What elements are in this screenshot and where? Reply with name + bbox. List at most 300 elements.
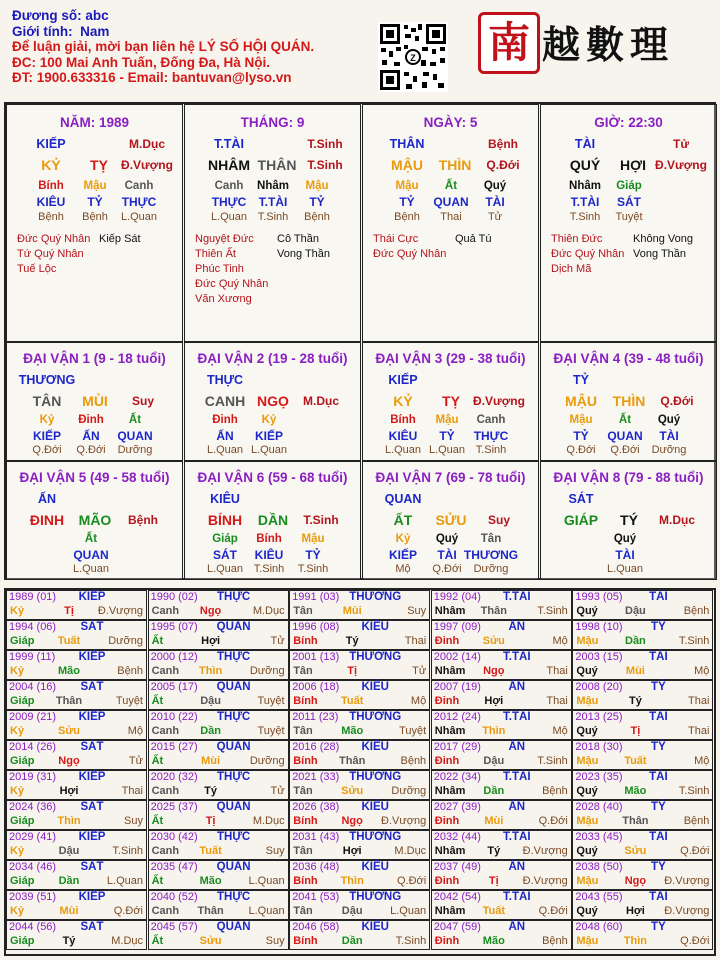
- hidden-stage: Tử: [487, 211, 503, 223]
- annual-ten-god: TÀI: [649, 591, 668, 603]
- annual-stem: Ất: [151, 935, 164, 947]
- annual-branch: Tuất: [340, 695, 364, 707]
- annual-ten-god: TỶ: [651, 681, 666, 693]
- annual-stage: M.Dục: [252, 815, 285, 827]
- annual-year: 2027 (39): [433, 801, 481, 813]
- hidden-ten-god: SÁT: [617, 195, 641, 209]
- annual-ten-god: KIẾP: [78, 651, 106, 663]
- dai-van-hidden-stem: Kỷ: [395, 533, 411, 545]
- dai-van-hidden-stage: L.Quan: [72, 563, 110, 575]
- annual-cell[interactable]: [289, 770, 430, 800]
- annual-year: 2008 (20): [575, 681, 623, 693]
- annual-stem: Kỷ: [10, 725, 25, 737]
- pillar-3[interactable]: [540, 104, 717, 342]
- annual-branch: Thân: [622, 815, 649, 827]
- annual-cell[interactable]: [431, 710, 572, 740]
- annual-cell[interactable]: [289, 860, 430, 890]
- annual-stage: Tử: [270, 785, 285, 797]
- annual-branch: Hợi: [342, 845, 362, 857]
- annual-cell[interactable]: [289, 920, 430, 950]
- star-left: Đức Quý Nhân: [17, 233, 91, 245]
- dai-van-hidden-god: KIÊU: [388, 429, 418, 443]
- hidden-ten-god: THỰC: [121, 195, 157, 209]
- annual-year: 2045 (57): [150, 921, 198, 933]
- annual-ten-god: TÀI: [649, 651, 668, 663]
- annual-cell[interactable]: [572, 800, 713, 830]
- annual-year: 1995 (07): [150, 621, 198, 633]
- annual-stem: Mậu: [576, 755, 599, 767]
- dai-van-branch: THÌN: [612, 393, 646, 409]
- annual-year: 1993 (05): [575, 591, 623, 603]
- annual-branch: Sửu: [199, 935, 222, 947]
- star-left: Phúc Tinh: [195, 263, 244, 275]
- annual-ten-god: THỰC: [217, 771, 251, 783]
- annual-branch: Tý: [345, 635, 359, 647]
- annual-year: 1994 (06): [9, 621, 57, 633]
- annual-branch: Tý: [204, 785, 218, 797]
- annual-stage: Bệnh: [542, 935, 568, 947]
- dai-van-hidden-stage: L.Quan: [606, 563, 644, 575]
- dai-van-hidden-stem: Ất: [84, 533, 98, 545]
- hidden-stage: Tuyệt: [615, 211, 643, 223]
- dai-van-ten-god: TỶ: [573, 373, 589, 387]
- annual-stage: T.Sinh: [678, 635, 710, 647]
- annual-branch: Tuất: [57, 635, 81, 647]
- dai-van-hidden-god: TÀI: [615, 548, 635, 562]
- annual-year: 2002 (14): [433, 651, 481, 663]
- annual-cell[interactable]: [431, 620, 572, 650]
- hidden-ten-god: T.TÀI: [258, 195, 288, 209]
- annual-stage: Thai: [121, 785, 143, 797]
- annual-branch: Thìn: [198, 665, 223, 677]
- hidden-stem: Mậu: [395, 180, 419, 192]
- dai-van-hidden-god: TỶ: [573, 429, 589, 443]
- star-right: Vong Thần: [633, 248, 687, 260]
- annual-ten-god: ẤN: [508, 621, 526, 633]
- annual-stem: Canh: [151, 665, 180, 677]
- annual-ten-god: TÀI: [649, 711, 668, 723]
- pillar-1[interactable]: [184, 104, 361, 342]
- annual-cell[interactable]: [6, 830, 147, 860]
- annual-branch: Tuất: [199, 845, 222, 857]
- earthly-branch: TỴ: [90, 157, 108, 173]
- annual-stem: Tân: [293, 665, 313, 677]
- annual-cell[interactable]: [289, 800, 430, 830]
- annual-ten-god: THƯƠNG: [349, 711, 402, 723]
- dai-van-hidden-god: ẤN: [82, 429, 100, 443]
- annual-year: 2034 (46): [9, 861, 57, 873]
- star-left: Đức Quý Nhân: [373, 248, 447, 260]
- annual-year: 2039 (51): [9, 891, 57, 903]
- dai-van-hidden-stem: Bính: [390, 414, 416, 426]
- annual-ten-god: KIẾP: [78, 771, 106, 783]
- annual-stage: T.Sinh: [537, 605, 568, 617]
- annual-year: 2025 (37): [150, 801, 198, 813]
- annual-cell[interactable]: [572, 770, 713, 800]
- dai-van-hidden-stage: L.Quan: [384, 444, 422, 456]
- annual-cell[interactable]: [431, 920, 572, 950]
- annual-branch: Dần: [58, 875, 80, 887]
- annual-cell[interactable]: [148, 860, 289, 890]
- annual-branch: Dần: [200, 725, 221, 737]
- annual-year: 2020 (32): [150, 771, 198, 783]
- annual-cell[interactable]: [431, 740, 572, 770]
- annual-year: 2012 (24): [433, 711, 481, 723]
- annual-branch: Tý: [62, 935, 76, 947]
- hidden-ten-god: QUAN: [433, 195, 469, 209]
- annual-cell[interactable]: [431, 830, 572, 860]
- annual-cell[interactable]: [6, 770, 147, 800]
- annual-branch: Hợi: [59, 785, 79, 797]
- annual-cell[interactable]: [289, 590, 430, 620]
- annual-ten-god: TỶ: [651, 741, 666, 753]
- brand-logo: 越數理: [542, 22, 675, 67]
- annual-stage: M.Dục: [252, 605, 285, 617]
- annual-cell[interactable]: [572, 860, 713, 890]
- dai-van-hidden-god: KIÊU: [254, 548, 284, 562]
- annual-branch: Mão: [58, 665, 80, 677]
- hidden-stage: T.Sinh: [569, 211, 601, 223]
- dai-van-branch: DẦN: [257, 512, 289, 528]
- annual-stem: Kỷ: [10, 605, 25, 617]
- dai-van-hidden-stage: Mộ: [395, 563, 411, 575]
- annual-branch: Tuất: [624, 755, 647, 767]
- annual-cell[interactable]: [431, 680, 572, 710]
- dai-van-stem: CANH: [204, 393, 246, 409]
- star-right: Kiếp Sát: [99, 233, 141, 245]
- star-right: Quả Tú: [455, 233, 492, 245]
- annual-branch: Thìn: [57, 815, 81, 827]
- annual-stem: Đinh: [434, 875, 460, 887]
- annual-cell[interactable]: [148, 590, 289, 620]
- dai-van-4[interactable]: [540, 342, 717, 461]
- dai-van-ten-god: QUAN: [384, 492, 422, 506]
- annual-stem: Nhâm: [434, 665, 466, 677]
- dai-van-7[interactable]: [362, 461, 539, 580]
- annual-year: 2019 (31): [9, 771, 57, 783]
- annual-ten-god: KIÊU: [361, 741, 389, 753]
- hidden-stage: Thai: [440, 211, 462, 223]
- annual-stage: Thai: [404, 635, 427, 647]
- annual-cell[interactable]: [431, 860, 572, 890]
- annual-stem: Ất: [151, 815, 164, 827]
- annual-stage: Đ.Vượng: [522, 875, 568, 887]
- annual-year: 2017 (29): [433, 741, 481, 753]
- annual-ten-god: THỰC: [217, 711, 251, 723]
- dai-van-hidden-god: KIẾP: [32, 429, 62, 443]
- annual-ten-god: QUAN: [216, 681, 251, 693]
- annual-ten-god: KIẾP: [78, 711, 106, 723]
- annual-branch: Tị: [64, 605, 74, 617]
- pillar-stage: T.Sinh: [307, 158, 343, 172]
- annual-cell[interactable]: [148, 740, 289, 770]
- annual-stem: Kỷ: [10, 845, 25, 857]
- annual-cell[interactable]: [572, 830, 713, 860]
- annual-ten-god: SÁT: [80, 681, 104, 693]
- annual-stem: Mậu: [576, 935, 599, 947]
- star-left: Tuế Lộc: [17, 263, 57, 275]
- dai-van-hidden-god: QUAN: [117, 429, 153, 443]
- annual-cell[interactable]: [148, 770, 289, 800]
- annual-cell[interactable]: [148, 680, 289, 710]
- annual-stage: Dưỡng: [391, 785, 427, 797]
- annual-ten-god: ẤN: [508, 861, 526, 873]
- annual-cell[interactable]: [289, 830, 430, 860]
- annual-cell[interactable]: [572, 920, 713, 950]
- dai-van-hidden-stage: T.Sinh: [253, 563, 285, 575]
- annual-cell[interactable]: [572, 590, 713, 620]
- annual-stage: Suy: [265, 845, 285, 857]
- annual-year: 2023 (35): [575, 771, 623, 783]
- annual-ten-god: ẤN: [508, 801, 526, 813]
- annual-year: 2029 (41): [9, 831, 57, 843]
- annual-cell[interactable]: [6, 920, 147, 950]
- annual-branch: Thân: [55, 695, 83, 707]
- hidden-stem: Nhâm: [569, 180, 601, 192]
- hidden-ten-god: TỶ: [309, 195, 325, 209]
- annual-ten-god: SÁT: [80, 621, 104, 633]
- dai-van-hidden-stage: Dưỡng: [117, 444, 153, 456]
- annual-cell[interactable]: [431, 590, 572, 620]
- annual-branch: Mão: [341, 725, 364, 737]
- annual-stage: Mộ: [694, 665, 710, 677]
- annual-stem: Tân: [293, 785, 313, 797]
- dai-van-hidden-stage: Q.Đới: [432, 563, 462, 575]
- annual-cell[interactable]: [148, 890, 289, 920]
- dai-van-1[interactable]: [6, 342, 183, 461]
- annual-cell[interactable]: [148, 620, 289, 650]
- pillar-stage: Đ.Vượng: [121, 158, 173, 172]
- annual-branch: Thân: [197, 905, 224, 917]
- annual-cell[interactable]: [431, 890, 572, 920]
- hidden-stage: Bệnh: [38, 211, 64, 223]
- hidden-stem: Bính: [38, 180, 64, 192]
- annual-cell[interactable]: [6, 740, 147, 770]
- annual-year: 2032 (44): [433, 831, 481, 843]
- annual-cell[interactable]: [572, 620, 713, 650]
- annual-stem: Giáp: [10, 695, 35, 707]
- dai-van-hidden-stem: Bính: [256, 533, 282, 545]
- pillar-title: GIỜ: 22:30: [594, 115, 663, 130]
- annual-stem: Tân: [293, 725, 313, 737]
- dai-van-ten-god: KIÊU: [210, 492, 240, 506]
- life-stage: M.Dục: [129, 137, 165, 151]
- annual-cell[interactable]: [431, 650, 572, 680]
- annual-stage: Tuyệt: [257, 695, 285, 707]
- dai-van-stem: TÂN: [32, 393, 62, 409]
- annual-branch: Thìn: [340, 875, 364, 887]
- annual-cell[interactable]: [6, 680, 147, 710]
- annual-cell[interactable]: [6, 710, 147, 740]
- annual-year: 2042 (54): [433, 891, 481, 903]
- annual-ten-god: ẤN: [508, 921, 526, 933]
- annual-branch: Hợi: [484, 695, 504, 707]
- pillar-2[interactable]: [362, 104, 539, 342]
- annual-stage: T.Sinh: [678, 785, 710, 797]
- chart-grid: [4, 102, 716, 580]
- annual-ten-god: TÀI: [649, 891, 668, 903]
- annual-year: 1997 (09): [433, 621, 481, 633]
- annual-stem: Bính: [293, 755, 318, 767]
- annual-stem: Canh: [151, 785, 180, 797]
- dai-van-stage: Suy: [487, 513, 511, 527]
- annual-cell[interactable]: [148, 800, 289, 830]
- header-info: [12, 8, 314, 86]
- dai-van-title: ĐẠI VẬN 4 (39 - 48 tuổi): [553, 351, 704, 366]
- annual-stage: Q.Đới: [396, 875, 427, 887]
- annual-year: 2040 (52): [150, 891, 198, 903]
- annual-ten-god: KIẾP: [78, 591, 106, 603]
- annual-stage: M.Dục: [394, 845, 427, 857]
- pillar-title: NGÀY: 5: [423, 115, 478, 130]
- annual-stem: Nhâm: [434, 605, 466, 617]
- annual-cell[interactable]: [6, 860, 147, 890]
- dai-van-branch: TÝ: [620, 512, 638, 528]
- life-stage: Tử: [672, 137, 690, 151]
- hidden-stem: Nhâm: [257, 180, 289, 192]
- annual-year: 2022 (34): [433, 771, 481, 783]
- annual-fortune-grid: [4, 588, 716, 956]
- annual-branch: Tị: [205, 815, 216, 827]
- annual-stage: Mộ: [694, 755, 710, 767]
- annual-stem: Giáp: [10, 635, 35, 647]
- hidden-stem: Canh: [214, 180, 244, 192]
- annual-stem: Quý: [576, 665, 598, 677]
- annual-branch: Dậu: [483, 755, 505, 767]
- annual-cell[interactable]: [572, 650, 713, 680]
- annual-cell[interactable]: [6, 590, 147, 620]
- annual-branch: Tý: [628, 695, 642, 707]
- dai-van-ten-god: THƯƠNG: [18, 373, 76, 387]
- annual-cell[interactable]: [431, 800, 572, 830]
- earthly-branch: HỢI: [620, 157, 646, 173]
- ten-god-stem: THÂN: [389, 137, 425, 151]
- annual-branch: Mùi: [201, 755, 221, 767]
- dai-van-branch: MÙI: [82, 393, 108, 409]
- annual-ten-god: QUAN: [216, 621, 251, 633]
- hidden-stem: Canh: [124, 180, 154, 192]
- annual-cell[interactable]: [6, 650, 147, 680]
- annual-stage: M.Dục: [111, 935, 143, 947]
- annual-cell[interactable]: [148, 920, 289, 950]
- annual-cell[interactable]: [572, 740, 713, 770]
- ten-god-stem: KIẾP: [36, 137, 66, 151]
- annual-branch: Sửu: [624, 845, 647, 857]
- annual-stage: Tử: [270, 635, 285, 647]
- annual-year: 2031 (43): [292, 831, 340, 843]
- annual-ten-god: TÀI: [649, 831, 668, 843]
- dai-van-hidden-stem: Ất: [128, 414, 142, 426]
- annual-cell[interactable]: [289, 890, 430, 920]
- dai-van-hidden-god: ẤN: [216, 429, 234, 443]
- owner-name: abc: [85, 8, 109, 23]
- annual-cell[interactable]: [289, 650, 430, 680]
- annual-cell[interactable]: [6, 620, 147, 650]
- dai-van-8[interactable]: [540, 461, 717, 580]
- dai-van-stem: MẬU: [565, 393, 597, 409]
- annual-branch: Ngọ: [483, 665, 505, 677]
- annual-cell[interactable]: [148, 650, 289, 680]
- annual-year: 2009 (21): [9, 711, 57, 723]
- annual-cell[interactable]: [572, 890, 713, 920]
- annual-cell[interactable]: [148, 830, 289, 860]
- annual-branch: Ngọ: [624, 875, 647, 887]
- annual-stem: Tân: [293, 845, 313, 857]
- annual-ten-god: THƯƠNG: [349, 771, 402, 783]
- annual-stage: T.Sinh: [112, 845, 143, 857]
- earthly-branch: THÂN: [257, 157, 297, 173]
- pillar-stage: Đ.Vượng: [655, 158, 707, 172]
- dai-van-2[interactable]: [184, 342, 361, 461]
- annual-year: 2018 (30): [575, 741, 623, 753]
- annual-branch: Ngọ: [199, 605, 222, 617]
- dai-van-hidden-stage: L.Quan: [428, 444, 466, 456]
- dai-van-hidden-stem: Mậu: [301, 533, 325, 545]
- annual-stage: Suy: [124, 815, 143, 827]
- annual-stem: Canh: [151, 725, 180, 737]
- annual-year: 2037 (49): [433, 861, 481, 873]
- annual-cell[interactable]: [289, 710, 430, 740]
- annual-branch: Mùi: [625, 665, 645, 677]
- pillar-0[interactable]: [6, 104, 183, 342]
- annual-cell[interactable]: [148, 710, 289, 740]
- annual-cell[interactable]: [572, 710, 713, 740]
- annual-year: 2028 (40): [575, 801, 623, 813]
- annual-year: 1996 (08): [292, 621, 340, 633]
- annual-cell[interactable]: [289, 620, 430, 650]
- dai-van-ten-god: SÁT: [568, 492, 594, 506]
- annual-cell[interactable]: [6, 800, 147, 830]
- annual-cell[interactable]: [289, 740, 430, 770]
- annual-ten-god: TỶ: [651, 861, 666, 873]
- annual-stem: Mậu: [576, 695, 599, 707]
- annual-stage: Thai: [687, 695, 710, 707]
- annual-branch: Dần: [625, 635, 646, 647]
- annual-cell[interactable]: [572, 680, 713, 710]
- dai-van-title: ĐẠI VẬN 5 (49 - 58 tuổi): [19, 470, 170, 485]
- annual-ten-god: T.TÀI: [503, 711, 531, 723]
- annual-ten-god: THỰC: [217, 591, 251, 603]
- annual-year: 2035 (47): [150, 861, 198, 873]
- qr-code-icon[interactable]: [378, 22, 448, 92]
- dai-van-3[interactable]: [362, 342, 539, 461]
- annual-cell[interactable]: [6, 890, 147, 920]
- annual-ten-god: THƯƠNG: [349, 591, 402, 603]
- heavenly-stem: MẬU: [391, 157, 423, 173]
- annual-branch: Mão: [624, 785, 647, 797]
- dai-van-6[interactable]: [184, 461, 361, 580]
- dai-van-5[interactable]: [6, 461, 183, 580]
- dai-van-hidden-stage: Q.Đới: [610, 444, 640, 456]
- annual-cell[interactable]: [289, 680, 430, 710]
- life-stage: T.Sinh: [307, 137, 343, 151]
- hidden-ten-god: KIÊU: [36, 195, 66, 209]
- dai-van-stem: ĐINH: [29, 512, 65, 528]
- annual-ten-god: THƯƠNG: [349, 831, 402, 843]
- dai-van-hidden-god: THỰC: [473, 429, 509, 443]
- annual-stem: Bính: [293, 635, 318, 647]
- annual-ten-god: THƯƠNG: [349, 651, 402, 663]
- annual-year: 2038 (50): [575, 861, 623, 873]
- dai-van-ten-god: THỰC: [206, 373, 244, 387]
- dai-van-ten-god: KIẾP: [388, 373, 418, 387]
- annual-year: 2046 (58): [292, 921, 340, 933]
- annual-stage: Mộ: [410, 695, 427, 707]
- annual-branch: Ngọ: [58, 755, 80, 767]
- dai-van-title: ĐẠI VẬN 8 (79 - 88 tuổi): [553, 470, 704, 485]
- annual-cell[interactable]: [431, 770, 572, 800]
- annual-stage: Bệnh: [117, 665, 143, 677]
